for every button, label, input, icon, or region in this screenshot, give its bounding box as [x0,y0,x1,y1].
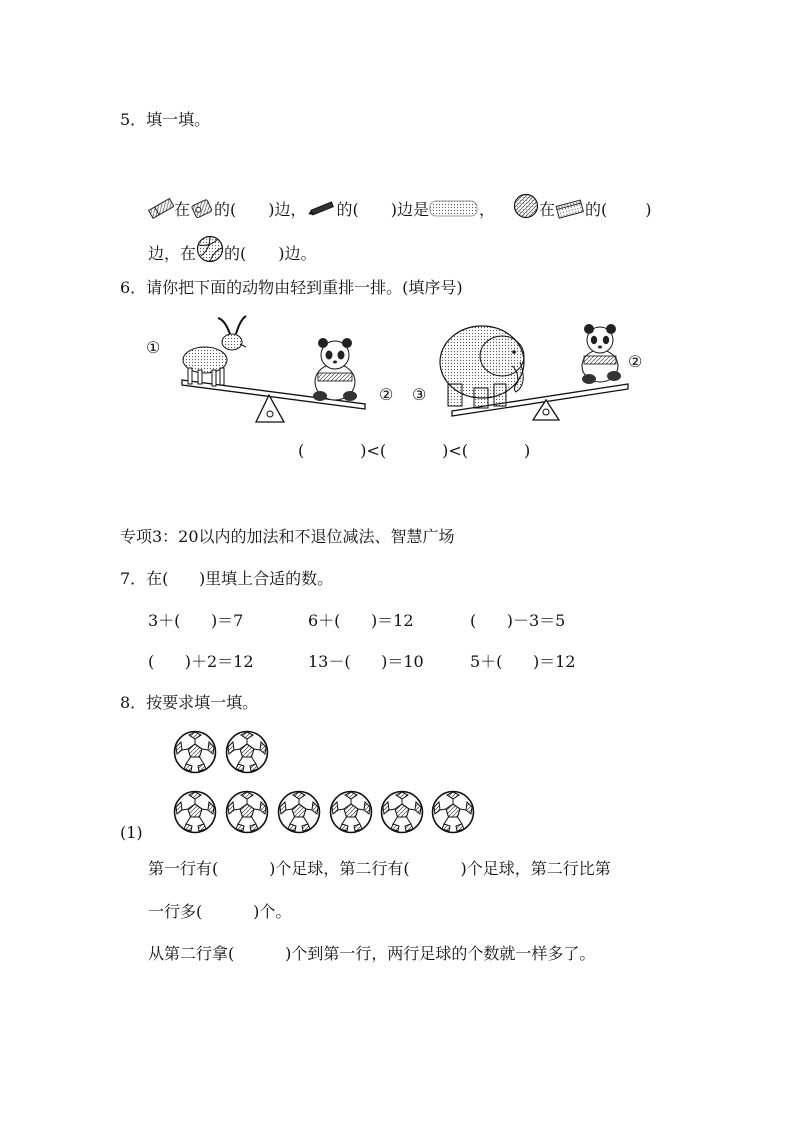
q7-r1-c1: 3＋( )＝7 [148,611,244,630]
q5-line1: 在 的( )边， 的( )边是 ， 在 的( ) [148,193,652,220]
seesaw-goat-panda [170,310,380,430]
label-panda-right: ② [628,352,643,371]
q8-line2: 一行多( )个。 [148,902,292,921]
soccer-ball-icon [225,730,269,774]
panda-icon [582,324,621,384]
eraser-icon [148,197,174,219]
pen-icon [307,197,337,219]
soccer-ball-icon [225,790,269,834]
q7-r2-c3: 5＋( )＝12 [470,652,576,671]
goat-icon [183,316,246,386]
panda-icon [313,338,357,401]
book-icon [555,197,585,219]
q5-line2: 边，在 的( )边。 [148,235,317,264]
soccer-ball-icon [277,790,321,834]
soccer-ball-icon [173,730,217,774]
label-goat: ① [146,338,161,357]
q7-title: 7．在( )里填上合适的数。 [120,569,334,588]
q8-line1: 第一行有( )个足球，第二行有( )个足球，第二行比第 [148,859,611,878]
q7-r2-c2: 13－( )＝10 [308,652,424,671]
q8-line3: 从第二行拿( )个到第一行，两行足球的个数就一样多了。 [148,944,596,963]
q7-r1-c3: ( )－3＝5 [470,611,566,630]
seesaw-elephant-panda [432,314,632,429]
label-elephant: ③ [412,385,427,404]
q7-r2-c1: ( )＋2＝12 [148,652,254,671]
pencil-case-icon [429,197,479,219]
soccer-ball-icon [431,790,475,834]
label-panda-left: ② [379,385,394,404]
pencil-sharpener-icon [190,197,214,219]
soccer-ball-icon [329,790,373,834]
q8-title: 8．按要求填一填。 [120,693,259,712]
q6-title: 6．请你把下面的动物由轻到重排一排。(填序号) [120,278,463,297]
section-title: 专项3：20以内的加法和不退位减法、智慧广场 [120,527,455,546]
q6-answer: ( )<( )<( ) [298,441,531,460]
elephant-icon [440,326,524,408]
q8-sub-label: (1) [120,823,143,842]
q7-r1-c2: 6＋( )＝12 [308,611,414,630]
q5-title: 5．填一填。 [120,110,211,129]
soccer-ball-icon [380,790,424,834]
ball-icon [513,193,539,219]
soccer-ball-icon [173,790,217,834]
volleyball-icon [196,235,224,263]
